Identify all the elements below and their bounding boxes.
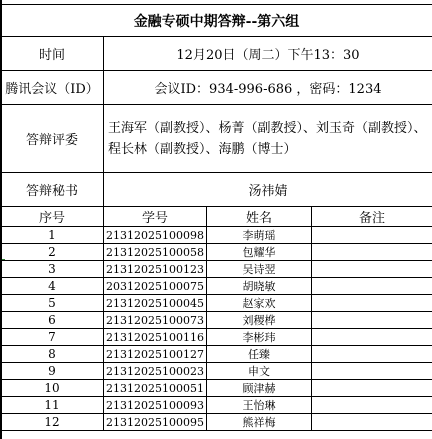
cell-note: [312, 329, 432, 346]
table-row: [1, 380, 432, 397]
cell-name: 李彬玮: [207, 329, 312, 346]
column-header-name: 姓名: [207, 207, 312, 227]
table-row: [1, 278, 432, 295]
time-value: 12月20日（周二）下午13：30: [104, 37, 432, 71]
cell-id: 21312025100023: [104, 363, 207, 380]
cell-note: [312, 380, 432, 397]
table-row: [1, 397, 432, 414]
cell-no: 10: [1, 380, 104, 397]
meeting-value: 会议ID：934-996-686 ，密码：1234: [104, 71, 432, 105]
cell-id: 21312025100116: [104, 329, 207, 346]
schedule-table: [0, 4, 432, 431]
cell-name: 任臻: [207, 346, 312, 363]
cell-id: 21312025100123: [104, 261, 207, 278]
cell-id: 20312025100075: [104, 278, 207, 295]
cell-no: 2: [1, 244, 104, 261]
cell-note: [312, 244, 432, 261]
table-row: [1, 346, 432, 363]
cell-id: 21312025100073: [104, 312, 207, 329]
table-row: [1, 227, 432, 244]
cell-note: [312, 397, 432, 414]
cell-note: [312, 261, 432, 278]
cell-no: 4: [1, 278, 104, 295]
page-title: 金融专硕中期答辩--第六组: [1, 5, 432, 37]
jury-value: 王海军（副教授）、杨菁（副教授）、刘玉奇（副教授）、程长林（副教授）、海鹏（博士）: [104, 105, 432, 173]
cell-name: 赵家欢: [207, 295, 312, 312]
cell-id: 21312025100095: [104, 414, 207, 431]
cell-name: 熊祥梅: [207, 414, 312, 431]
column-header-no: 序号: [1, 207, 104, 227]
cell-name: 刘稷桦: [207, 312, 312, 329]
cell-name: 申文: [207, 363, 312, 380]
cell-note: [312, 295, 432, 312]
cell-note: [312, 414, 432, 431]
cell-no: 11: [1, 397, 104, 414]
cell-no: 9: [1, 363, 104, 380]
table-row: [1, 295, 432, 312]
table-row: [1, 363, 432, 380]
secretary-value: 汤祎婧: [104, 173, 432, 207]
cell-name: 包耀华: [207, 244, 312, 261]
cell-id: 21312025100098: [104, 227, 207, 244]
cell-id: 21312025100051: [104, 380, 207, 397]
cell-no: 5: [1, 295, 104, 312]
cell-no: 7: [1, 329, 104, 346]
cell-id: 21312025100058: [104, 244, 207, 261]
cell-no: 3: [1, 261, 104, 278]
cell-name: 王怡琳: [207, 397, 312, 414]
cell-name: 吴诗翌: [207, 261, 312, 278]
cell-id: 21312025100045: [104, 295, 207, 312]
table-row: [1, 261, 432, 278]
cell-id: 21312025100093: [104, 397, 207, 414]
column-header-note: 备注: [312, 207, 432, 227]
cell-note: [312, 346, 432, 363]
cell-note: [312, 278, 432, 295]
table-row: [1, 244, 432, 261]
cell-name: 顾津赫: [207, 380, 312, 397]
cell-note: [312, 363, 432, 380]
cell-id: 21312025100127: [104, 346, 207, 363]
cell-marker: [2, 259, 5, 260]
cell-no: 8: [1, 346, 104, 363]
cell-no: 1: [1, 227, 104, 244]
jury-label: 答辩评委: [1, 105, 104, 173]
cell-note: [312, 227, 432, 244]
cell-no: 6: [1, 312, 104, 329]
cell-name: 李萌瑶: [207, 227, 312, 244]
meeting-label: 腾讯会议（ID）: [1, 71, 104, 105]
table-row: [1, 414, 432, 431]
table-row: [1, 312, 432, 329]
cell-no: 12: [1, 414, 104, 431]
column-header-id: 学号: [104, 207, 207, 227]
secretary-label: 答辩秘书: [1, 173, 104, 207]
table-row: [1, 329, 432, 346]
cell-name: 胡晓敏: [207, 278, 312, 295]
cell-note: [312, 312, 432, 329]
time-label: 时间: [1, 37, 104, 71]
